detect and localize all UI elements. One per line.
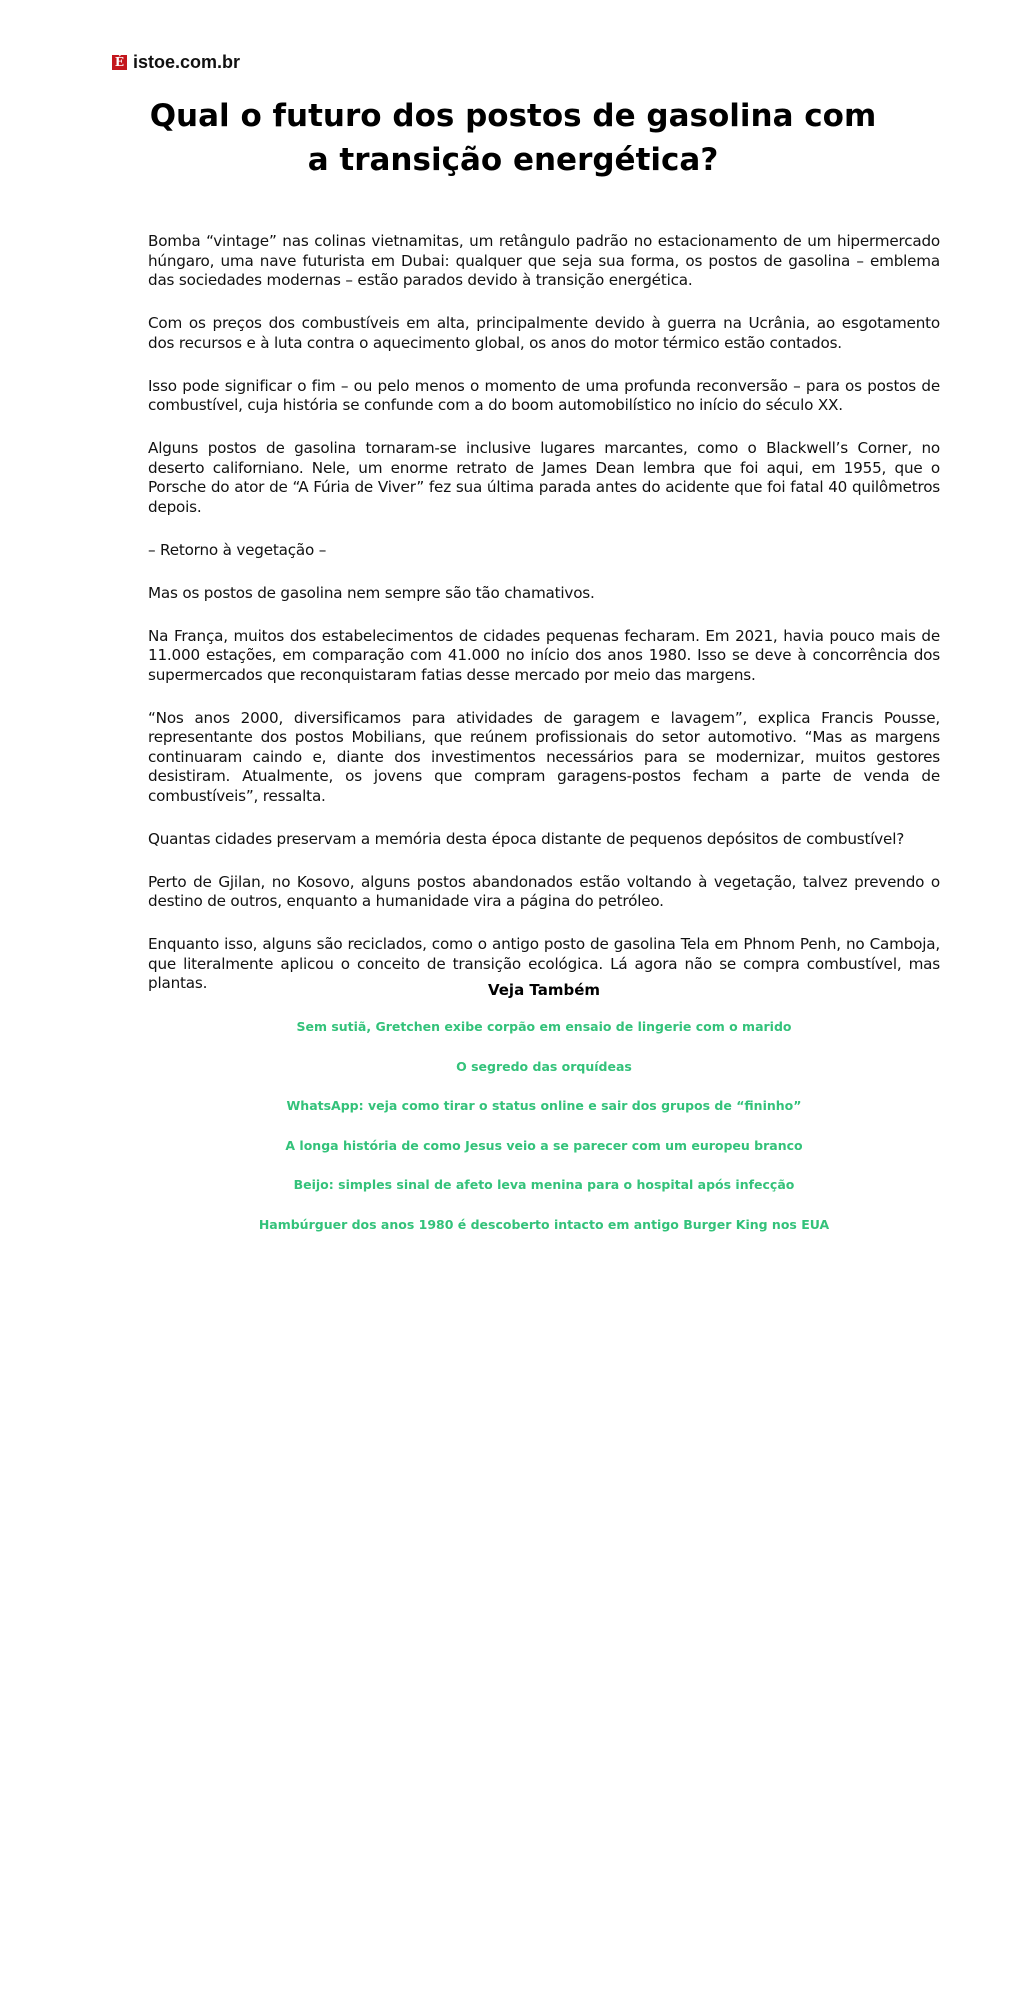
- related-title: Veja Também: [487, 981, 601, 999]
- article-paragraph: Bomba “vintage” nas colinas vietnamitas, um retângulo padrão no estacionamento de um hipermercado húngaro, uma nave futurista em Dubai: qualquer que seja sua forma, os postos de gasolina – emblema das sociedades modernas – estão parados devido à transição energética.: [148, 232, 940, 289]
- article-paragraph: Enquanto isso, alguns são reciclados, como o antigo posto de gasolina Tela em Phnom Penh, no Camboja, que literalmente aplicou o conceito de transição ecológica. Lá agora não se compra combustível, mas plantas.: [148, 935, 940, 992]
- article-paragraph: Com os preços dos combustíveis em alta, principalmente devido à guerra na Ucrânia, ao esgotamento dos recursos e à luta contra o aquecimento global, os anos do motor térmico estão contados.: [148, 314, 940, 352]
- site-name[interactable]: istoe.com.br: [133, 52, 241, 72]
- article-paragraph: Na França, muitos dos estabelecimentos de cidades pequenas fecharam. Em 2021, havia pouco mais de 11.000 estações, em comparação com 41.000 no início dos anos 1980. Isso se deve à concorrência dos supermercados que reconquistaram fatias desse mercado por meio das margens.: [148, 626, 940, 684]
- article-body: [148, 232, 940, 1017]
- article-paragraph: Mas os postos de gasolina nem sempre são tão chamativos.: [148, 583, 595, 602]
- article-paragraph: Quantas cidades preservam a memória desta época distante de pequenos depósitos de combustível?: [148, 829, 905, 848]
- related-link[interactable]: Hambúrguer dos anos 1980 é descoberto intacto em antigo Burger King nos EUA: [258, 1216, 830, 1232]
- related-link[interactable]: O segredo das orquídeas: [456, 1058, 632, 1074]
- related-link[interactable]: A longa história de como Jesus veio a se parecer com um europeu branco: [285, 1137, 803, 1153]
- article-paragraph: Perto de Gjilan, no Kosovo, alguns postos abandonados estão voltando à vegetação, talvez prevendo o destino de outros, enquanto a humanidade vira a página do petróleo.: [148, 872, 940, 910]
- related-section: [148, 980, 940, 1255]
- related-link[interactable]: WhatsApp: veja como tirar o status online e sair dos grupos de “fininho”: [286, 1098, 802, 1113]
- article-paragraph: Alguns postos de gasolina tornaram-se inclusive lugares marcantes, como o Blackwell’s Corner, no deserto californiano. Nele, um enorme retrato de James Dean lembra que foi aqui, em 1955, que o Porsche do ator de “A Fúria de Viver” fez sua última parada antes do acidente que foi fatal 40 quilômetros depois.: [148, 439, 940, 516]
- site-logo-icon[interactable]: É: [112, 55, 127, 70]
- related-link[interactable]: Sem sutiã, Gretchen exibe corpão em ensaio de lingerie com o marido: [296, 1019, 792, 1034]
- article-paragraph: “Nos anos 2000, diversificamos para atividades de garagem e lavagem”, explica Francis Pousse, representante dos postos Mobilians, que reúnem profissionais do setor automotivo. “Mas as margens continuaram caindo e, diante dos investimentos necessários para se modernizar, muitos gestores desistiram. Atualmente, os jovens que compram garagens-postos fecham a parte de venda de combustíveis”, ressalta.: [148, 708, 940, 805]
- article-subheading: – Retorno à vegetação –: [148, 540, 327, 559]
- article-title: Qual o futuro dos postos de gasolina com a transição energética?: [149, 98, 877, 178]
- article-paragraph: Isso pode significar o fim – ou pelo menos o momento de uma profunda reconversão – para os postos de combustível, cuja história se confunde com a do boom automobilístico no início do século XX.: [148, 376, 940, 414]
- related-link[interactable]: Beijo: simples sinal de afeto leva menina para o hospital após infecção: [293, 1177, 795, 1192]
- site-header[interactable]: [112, 52, 240, 73]
